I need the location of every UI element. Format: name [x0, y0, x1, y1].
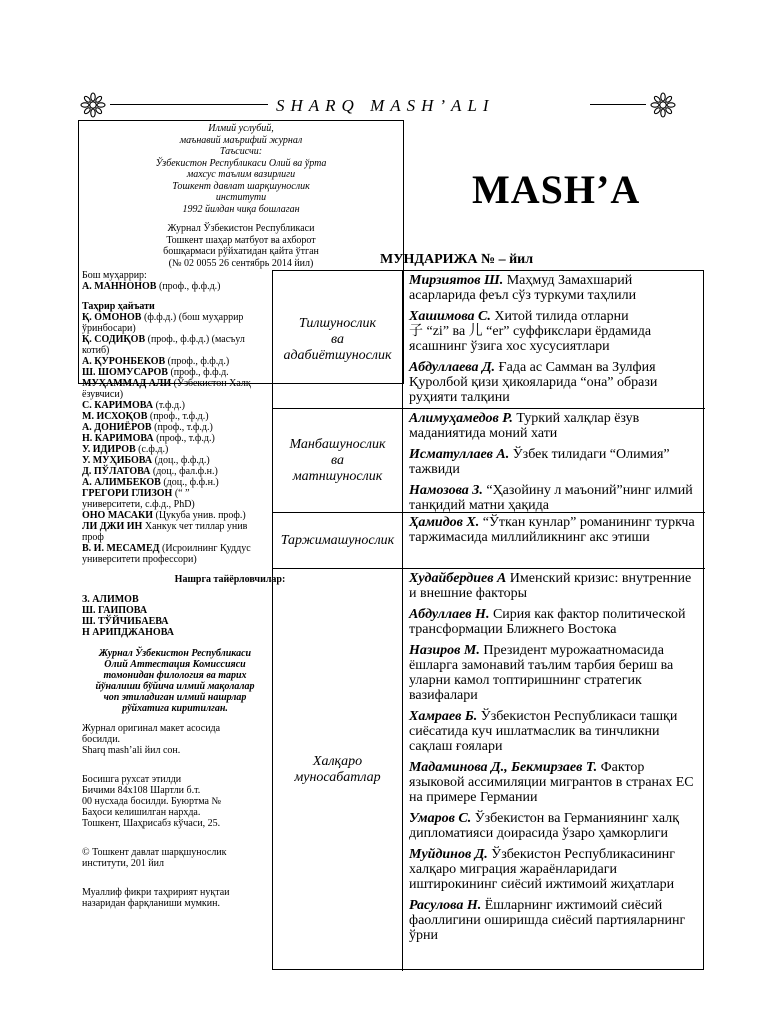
board-member-name: ОНО МАСАКИ: [82, 510, 153, 521]
board-member: [82, 477, 252, 488]
article-author: Мирзиятов Ш.: [409, 273, 504, 288]
print-note-line: Бичими 84x108 Шартли б.т.: [82, 785, 201, 796]
header-rule: [110, 104, 268, 105]
article-author: Ҳамидов Х.: [409, 515, 480, 530]
article-entry: [409, 483, 701, 513]
board-member: [82, 334, 252, 356]
board-member-name: Д. ПЎЛАТОВА: [82, 466, 151, 477]
board-member-role: (доц., ф.ф.н.): [163, 477, 219, 488]
board-member-role: (доц., фал.ф.н.): [152, 466, 218, 477]
rubric-line: Тилшунослик: [298, 315, 377, 331]
preparer-name: Ш. ТЎЙЧИБАЕВА: [82, 616, 169, 627]
registration-line: (№ 02 0055 26 сентябрь 2014 йил): [168, 257, 314, 269]
board-member-role: (Ўзбекистон Халқ ёзувчиси): [82, 378, 251, 400]
article-author: Хамраев Б.: [409, 709, 478, 724]
rubric-line: Таржимашунослик: [280, 532, 395, 548]
board-member: [82, 521, 252, 543]
copyright-line: © Тошкент давлат шарқшунослик: [82, 847, 227, 858]
section-entries: [409, 273, 701, 411]
article-author: Умаров С.: [409, 811, 472, 826]
board-member: [82, 400, 252, 411]
registration-line: Журнал Ўзбекистон Республикаси: [167, 223, 315, 234]
board-member-name: В. И. МЕСАМЕД: [82, 543, 160, 554]
registration-info: [83, 223, 399, 269]
board-member-role: (проф., ф.ф.д.): [167, 356, 230, 367]
article-title: Ўзбек тилидаги “Олимия” тажвиди: [409, 447, 670, 477]
rubric-line: Халқаро: [312, 754, 363, 769]
board-member: [82, 543, 252, 565]
rubric-line: Манбашунослик: [289, 436, 386, 452]
chief-editor-label: Бош муҳаррир:: [82, 270, 147, 281]
contents-table: [272, 270, 704, 970]
article-title: Ўзбекистон Республикасининг халқаро миграция жараёнларидаги иштирокининг сиёсий ижтимоий жиҳатлари: [409, 847, 675, 892]
flower-ornament-icon: [80, 92, 106, 118]
article-title: Хитой тилида отларни: [494, 309, 629, 324]
rubric-line: ва: [331, 452, 344, 468]
board-member-name: А. ДОНИЁРОВ: [82, 422, 152, 433]
info-line: Таъсисчи:: [219, 146, 263, 157]
board-member-name: У. МУҲИБОВА: [82, 455, 153, 466]
board-member-role: (“ ” университети, с.ф.д., PhD): [82, 488, 195, 510]
original-note-line: босилди.: [82, 734, 121, 745]
article-title: Фактор языковой ассимиляции мигрантов в странах ЕС на примере Германии: [409, 760, 694, 805]
article-author: Назиров М.: [409, 643, 480, 658]
contents-section: [273, 409, 705, 513]
board-member-role: Ханкук чет тиллар унив проф: [82, 521, 248, 543]
flower-ornament-icon: [650, 92, 676, 118]
rubric-line: ва: [331, 331, 344, 347]
preparers-label: Нашрга тайёрловчилар:: [174, 574, 286, 585]
article-entry: [409, 760, 701, 805]
original-note-line: Sharq mash’ali йил сон.: [82, 745, 181, 756]
article-title: Ёшларнинг ижтимоий сиёсий фаоллигини оширишда сиёсий партияларнинг ўрни: [409, 898, 686, 943]
info-line: Илмий услубий,: [208, 123, 274, 134]
board-member-name: Қ. СОДИҚОВ: [82, 334, 146, 345]
article-title: “Ҳазойину л маъоний”нинг илмий танқидий матни ҳақида: [409, 483, 693, 513]
article-author: Хашимова С.: [409, 309, 491, 324]
print-note-line: Босишга рухсат этилди: [82, 774, 182, 785]
section-rubric: [273, 569, 403, 971]
disclaimer-line: назаридан фарқланиши мумкин.: [82, 898, 220, 909]
board-member-role: (Исроилнинг Қуддус университети профессори): [82, 543, 251, 565]
board-member-role: (проф., ф.ф.д.: [170, 367, 229, 378]
board-member-name: ЛИ ДЖИ ИН: [82, 521, 143, 532]
journal-title: MASH’A: [472, 167, 641, 212]
info-line: Тошкент давлат шарқшунослик: [172, 180, 310, 192]
board-member: [82, 488, 252, 510]
board-member: [82, 510, 252, 521]
preparer-name: З. АЛИМОВ: [82, 594, 139, 605]
attestation-note: Журнал Ўзбекистон Республикаси Олий Аттестация Комиссияси томонидан филология ва тарих йўналиши бўйича илмий мақолалар чоп этиладиган илмий нашрлар рўйхатига киритилган.: [95, 648, 255, 714]
info-line: маънавий маърифий журнал: [179, 134, 303, 146]
article-title: Сирия как фактор политической трансформации Ближнего Востока: [409, 607, 686, 637]
article-title: Ўзбекистон ва Германиянинг халқ дипломатияси доирасида ўзаро ҳамкорлиги: [409, 811, 679, 841]
chief-editor-name: А. МАННОНОВ: [82, 281, 157, 292]
board-member-role: (проф., т.ф.д.): [154, 422, 213, 433]
preparer-name: Ш. ГАИПОВА: [82, 605, 148, 616]
board-member-name: С. КАРИМОВА: [82, 400, 154, 411]
contents-section: [273, 513, 705, 569]
print-note-line: Баҳоси келишилган нархда.: [82, 807, 201, 818]
article-entry: [409, 898, 701, 943]
journal-name: SHARQ MASH’ALI: [276, 96, 495, 115]
section-rubric: [273, 513, 403, 568]
board-member: [82, 356, 252, 367]
board-member-role: (проф., т.ф.д.): [149, 411, 209, 422]
article-entry: [409, 709, 701, 754]
rubric-line: муносабатлар: [294, 770, 381, 785]
board-member-role: (проф., т.ф.д.): [156, 433, 215, 444]
info-line: Ўзбекистон Республикаси Олий ва ўрта: [155, 157, 327, 169]
article-entry: [409, 447, 701, 477]
article-entry: [409, 847, 701, 892]
board-member-role: (ф.ф.д.) (бош муҳаррир ўринбосари): [82, 312, 244, 334]
section-entries: [409, 411, 701, 519]
article-author: Намозова З.: [409, 483, 483, 498]
article-entry: [409, 571, 701, 601]
board-member-name: А. АЛИМБЕКОВ: [82, 477, 161, 488]
board-member-name: У. ИДИРОВ: [82, 444, 136, 455]
article-author: Абдуллаев Н.: [409, 607, 490, 622]
editorial-board-list: [82, 312, 252, 565]
article-entry: [409, 411, 701, 441]
article-author: Мадаминова Д., Бекмирзаев Т.: [409, 760, 598, 775]
board-member: [82, 367, 252, 378]
founder-info: [83, 123, 399, 215]
board-member-name: ГРЕГОРИ ГЛИЗОН: [82, 488, 173, 499]
section-rubric: [273, 271, 403, 408]
article-entry: [409, 360, 701, 405]
journal-header: [80, 92, 676, 118]
board-member-role: (с.ф.д.): [138, 444, 169, 455]
board-member: [82, 444, 252, 455]
registration-line: Тошкент шаҳар матбуот ва ахборот: [166, 234, 316, 246]
board-member-name: МУҲАММАД АЛИ: [82, 378, 172, 389]
article-author: Муйдинов Д.: [409, 847, 488, 862]
board-member-role: (Цукуба унив. проф.): [155, 510, 246, 521]
article-title: Ғада ас Самман ва Зулфия Қуролбой қизи ҳикояларида “она” образи руҳияти талқини: [409, 360, 658, 405]
section-entries: [409, 571, 701, 949]
article-title: Именский кризис: внутренние и внешние факторы: [409, 571, 692, 601]
article-entry: [409, 515, 701, 545]
print-note-line: 00 нусхада босилди. Буюртма №: [82, 796, 221, 807]
original-note-line: Журнал оригинал макет асосида: [82, 723, 221, 734]
board-member-name: Қ. ОМОНОВ: [82, 312, 142, 323]
article-entry: [409, 309, 701, 354]
editorial-board-label: Таҳрир ҳайъати: [82, 301, 155, 312]
article-author: Худайбердиев А: [409, 571, 507, 586]
board-member: [82, 433, 252, 444]
board-member-role: (доц., ф.ф.д.): [154, 455, 210, 466]
board-member-role: (проф., ф.ф.д.) (масъул котиб): [82, 334, 245, 356]
board-member: [82, 422, 252, 433]
board-member: [82, 312, 252, 334]
copyright-line: институти, 201 йил: [82, 858, 165, 869]
print-note-line: Тошкент, Шаҳрисабз кўчаси, 25.: [82, 818, 221, 829]
contents-heading: МУНДАРИЖА № – йил: [380, 252, 534, 267]
board-member-name: Ш. ШОМУСАРОВ: [82, 367, 168, 378]
rubric-line: матншунослик: [292, 468, 383, 484]
board-member-name: М. ИСХОҚОВ: [82, 411, 148, 422]
article-title: Ўзбекистон Республикаси ташқи сиёсатида куч ишлатмаслик ва тинчликни сақлаш ғоялари: [409, 709, 678, 754]
article-title: Маҳмуд Замахшарий асарларида феъл сўз туркуми таҳлили: [409, 273, 637, 303]
article-author: Исматуллаев А.: [409, 447, 510, 462]
section-rubric: [273, 409, 403, 512]
info-line: институти: [215, 192, 267, 203]
preparer-name: Н АРИПДЖАНОВА: [82, 627, 174, 638]
board-member: [82, 378, 252, 400]
board-member-role: (т.ф.д.): [155, 400, 185, 411]
article-entry: [409, 273, 701, 303]
article-author: Абдуллаева Д.: [409, 360, 496, 375]
header-rule: [590, 104, 646, 105]
board-member: [82, 466, 252, 477]
board-member-name: Н. КАРИМОВА: [82, 433, 154, 444]
article-title: “Ўткан кунлар” романининг туркча таржимасида миллийликнинг акс этиши: [409, 515, 695, 545]
board-member-name: А. ҚУРОНБЕКОВ: [82, 356, 166, 367]
disclaimer-line: Муаллиф фикри таҳририят нуқтаи: [82, 887, 230, 898]
board-member: [82, 455, 252, 466]
article-entry: [409, 811, 701, 841]
article-entry: [409, 643, 701, 703]
article-title: Президент мурожаатномасида ёшларга замонавий таълим тарбия бериш ва уларни камол топтиришнинг стратегик вазифалари: [409, 643, 674, 703]
rubric-line: адабиётшунослик: [283, 347, 392, 363]
board-member: [82, 411, 252, 422]
info-line: махсус таълим вазирлиги: [186, 169, 296, 180]
article-title-continued: 子 “zi” ва 儿 “er” суффикслари ёрдамида ясашнинг ўзига хос хусусиятлари: [409, 324, 652, 354]
article-title: Туркий халқлар ёзув маданиятида моний хати: [409, 411, 640, 441]
article-entry: [409, 607, 701, 637]
chief-editor-title: (проф., ф.ф.д.): [158, 281, 221, 292]
section-entries: [409, 515, 701, 551]
article-author: Алимуҳамедов Р.: [409, 411, 513, 426]
contents-section: [273, 271, 705, 409]
registration-line: бошқармаси рўйхатидан қайта ўтган: [163, 246, 319, 257]
info-line: 1992 йилдан чиқа бошлаган: [182, 203, 300, 215]
contents-section: [273, 569, 705, 971]
article-author: Расулова Н.: [409, 898, 482, 913]
